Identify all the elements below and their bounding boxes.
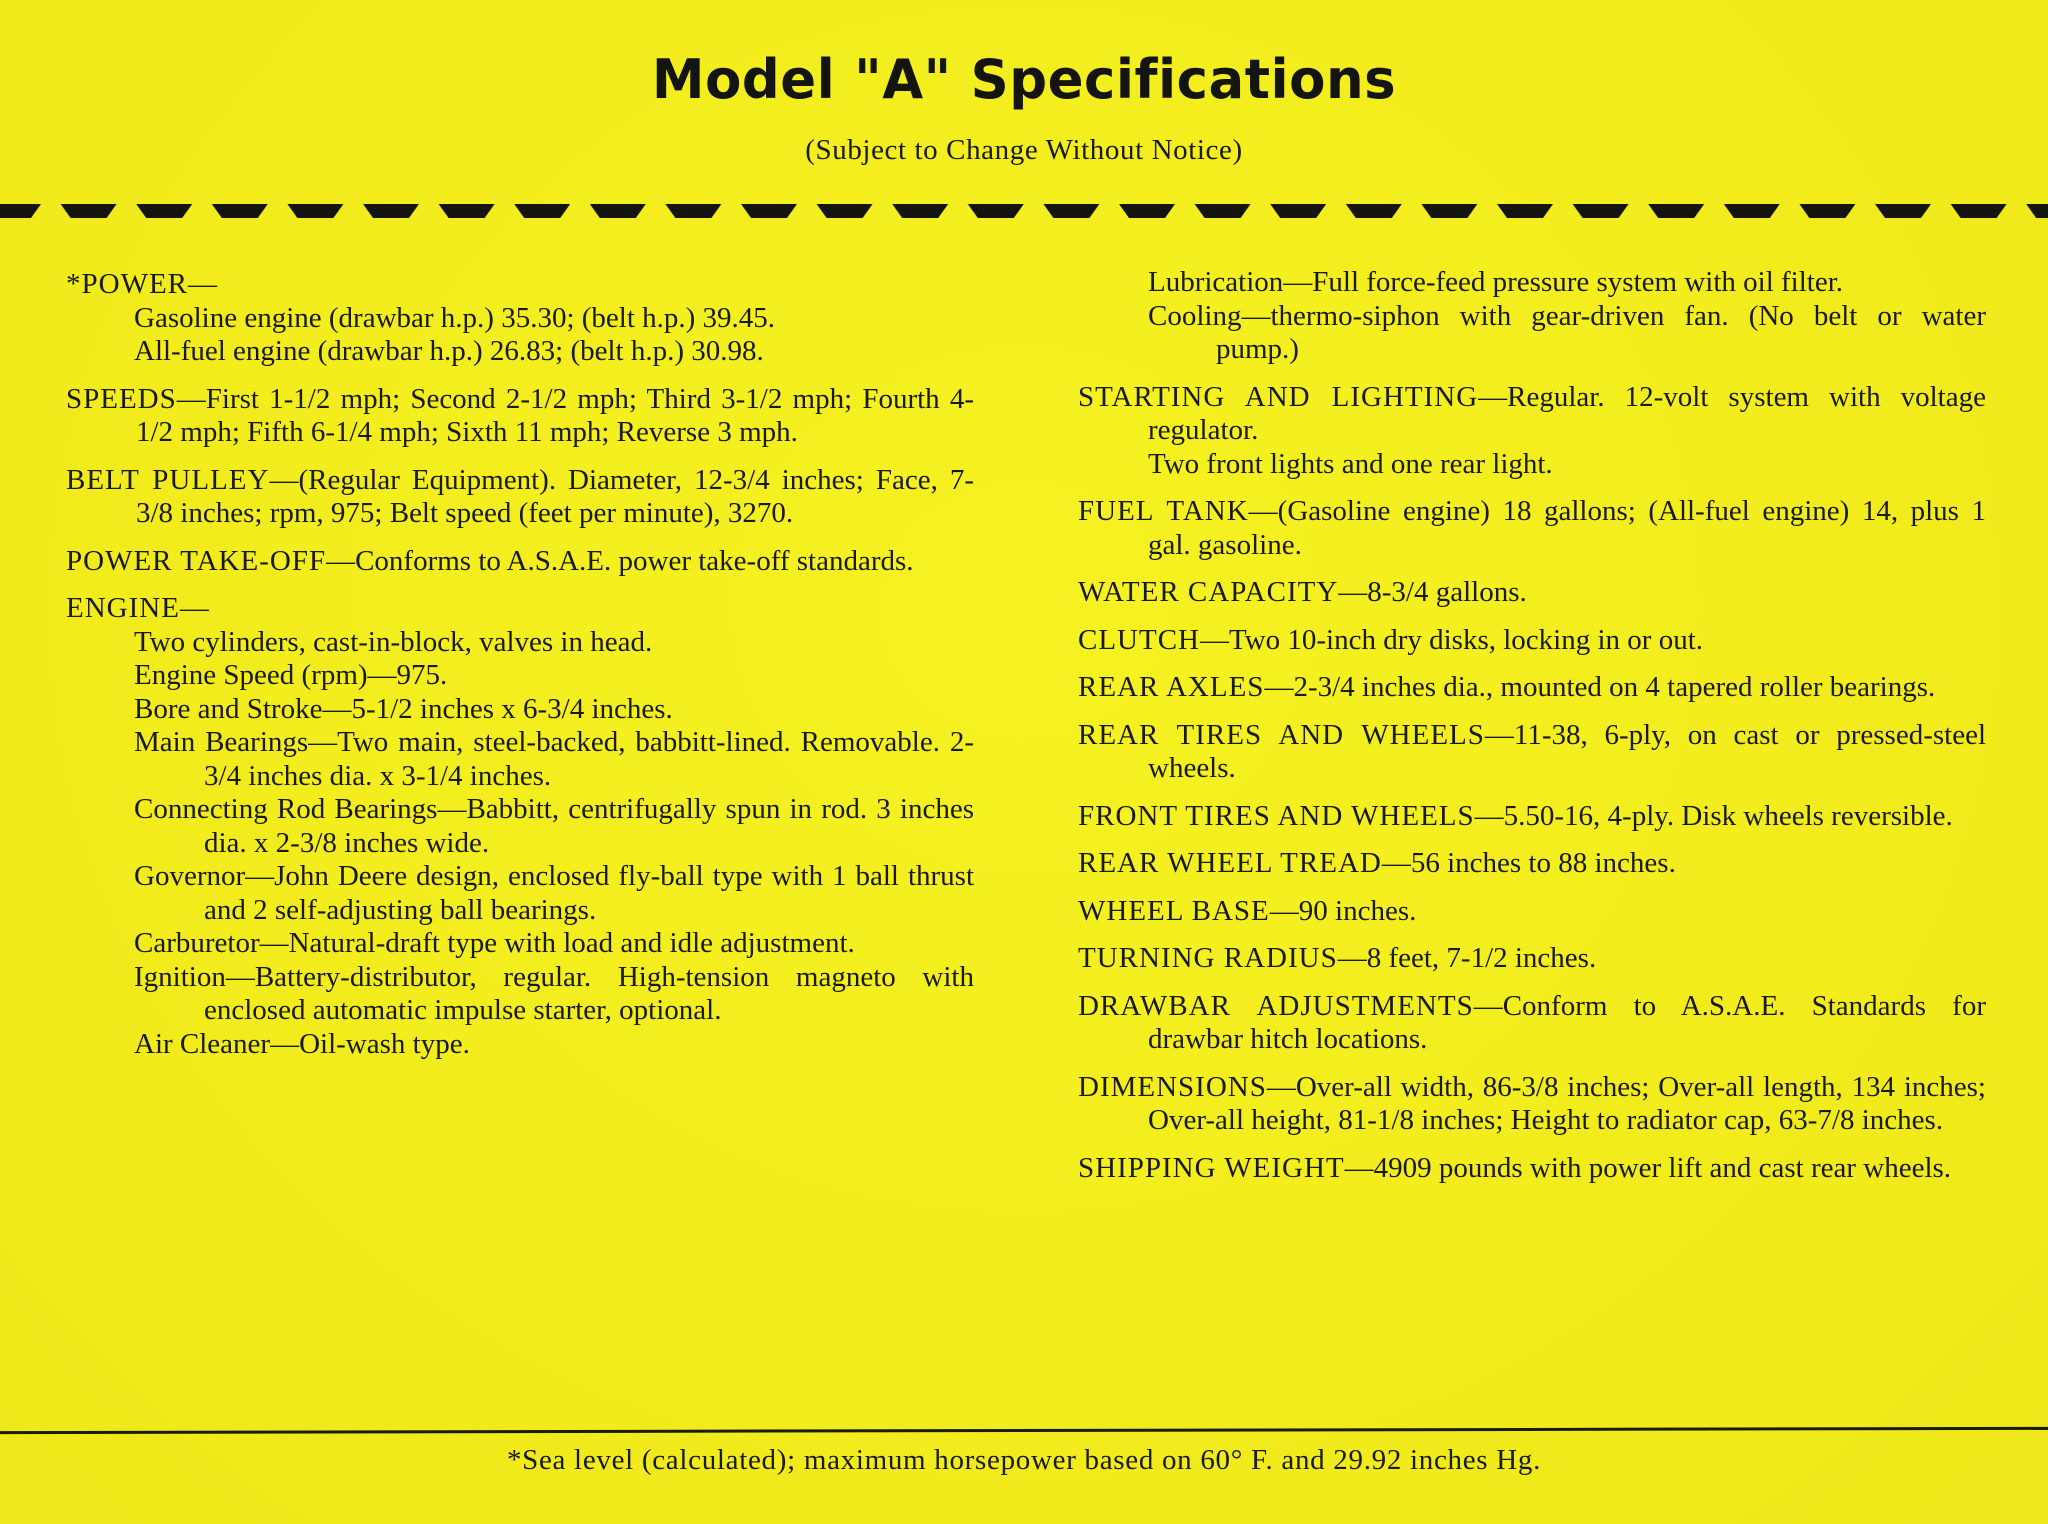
- spec-shipping-weight: [1078, 1152, 1986, 1186]
- spec-belt-pulley-head: BELT PULLEY: [66, 463, 270, 496]
- spec-power-label: *POWER—: [66, 268, 218, 300]
- spec-starting-line: [1078, 381, 1986, 448]
- spec-dimensions-text: —Over-all width, 86-3/8 inches; Over-all length, 134 inches; Over-all height, 81-1/8 inches; Height to radiator cap, 63-7/8 inches.: [1148, 1070, 1986, 1136]
- page-subtitle: (Subject to Change Without Notice): [805, 134, 1243, 166]
- spec-turning-text: —8 feet, 7-1/2 inches.: [1337, 942, 1597, 974]
- spec-rear-tires-head: REAR TIRES AND WHEELS: [1078, 718, 1485, 751]
- spec-front-tires-text: —5.50-16, 4-ply. Disk wheels reversible.: [1474, 799, 1953, 832]
- spec-engine-governor: Governor—John Deere design, enclosed fly-ball type with 1 ball thrust and 2 self-adjusting ball bearings.: [134, 860, 974, 926]
- spec-engine-lubrication: Lubrication—Full force-feed pressure system with oil filter.: [1148, 266, 1844, 298]
- spec-fuel-tank: [1078, 495, 1986, 562]
- spec-clutch: [1078, 624, 1986, 658]
- spec-rear-axles-head: REAR AXLES: [1078, 671, 1265, 703]
- spec-rear-axles: [1078, 671, 1986, 705]
- spec-speeds: [66, 383, 974, 450]
- spec-tread-head: REAR WHEEL TREAD: [1078, 847, 1382, 879]
- spec-engine-cooling: Cooling—thermo-siphon with gear-driven fan. (No belt or water pump.): [1148, 299, 1986, 365]
- spec-dimensions: [1078, 1071, 1986, 1138]
- spec-weight-text: —4909 pounds with power lift and cast rear wheels.: [1344, 1151, 1952, 1184]
- spec-wheel-base-head: WHEEL BASE: [1078, 894, 1270, 927]
- spec-starting-lighting: [1078, 381, 1986, 482]
- spec-drawbar-head: DRAWBAR ADJUSTMENTS: [1078, 989, 1474, 1022]
- spec-tread-text: —56 inches to 88 inches.: [1381, 847, 1676, 879]
- spec-drawbar-adjustments: [1078, 990, 1986, 1057]
- spec-engine-rod-bearings: Connecting Rod Bearings—Babbitt, centrifugally spun in rod. 3 inches dia. x 2-3/8 inches wide.: [134, 793, 974, 859]
- spec-power: [66, 268, 974, 369]
- spec-weight-head: SHIPPING WEIGHT: [1078, 1151, 1345, 1184]
- spec-speeds-head: SPEEDS: [66, 382, 177, 415]
- spec-engine-cylinders: Two cylinders, cast-in-block, valves in head.: [134, 625, 653, 658]
- specs-left-column: [66, 268, 974, 1075]
- spec-turning-head: TURNING RADIUS: [1078, 942, 1338, 974]
- footnote: *Sea level (calculated); maximum horsepower based on 60° F. and 29.92 inches Hg.: [506, 1444, 1542, 1476]
- spec-belt-pulley-text: —(Regular Equipment). Diameter, 12-3/4 inches; Face, 7-3/8 inches; rpm, 975; Belt speed (feet per minute), 3270.: [136, 463, 974, 529]
- divider-pattern-icon: [0, 200, 2048, 222]
- spec-water-text: —8-3/4 gallons.: [1338, 576, 1527, 608]
- spec-power-take-off: [66, 545, 974, 579]
- spec-front-tires: [1078, 800, 1986, 834]
- spec-starting-lights: Two front lights and one rear light.: [1148, 447, 1553, 480]
- spec-drawbar-text: —Conform to A.S.A.E. Standards for drawbar hitch locations.: [1148, 989, 1986, 1055]
- spec-water-capacity: [1078, 576, 1986, 610]
- spec-engine-speed: Engine Speed (rpm)—975.: [134, 659, 448, 691]
- spec-engine-main-bearings: Main Bearings—Two main, steel-backed, babbitt-lined. Removable. 2-3/4 inches dia. x 3-1/4 inches.: [134, 726, 974, 792]
- spec-fuel-tank-head: FUEL TANK: [1078, 495, 1249, 527]
- spec-clutch-head: CLUTCH: [1078, 623, 1200, 656]
- specs-right-column: [1078, 266, 1986, 1199]
- trapezoid-divider: [0, 200, 2048, 222]
- spec-rear-wheel-tread: [1078, 847, 1986, 881]
- spec-engine-carburetor: Carburetor—Natural-draft type with load and idle adjustment.: [134, 927, 855, 959]
- spec-starting-head: STARTING AND LIGHTING: [1078, 380, 1479, 413]
- spec-engine-continued: [1078, 266, 1986, 367]
- spec-engine-bore-stroke: Bore and Stroke—5-1/2 inches x 6-3/4 inches.: [134, 692, 673, 725]
- spec-engine-label: ENGINE—: [66, 592, 210, 624]
- spec-fuel-tank-text: —(Gasoline engine) 18 gallons; (All-fuel engine) 14, plus 1 gal. gasoline.: [1148, 495, 1987, 561]
- spec-belt-pulley: [66, 464, 974, 531]
- spec-front-tires-head: FRONT TIRES AND WHEELS: [1078, 799, 1475, 832]
- spec-water-head: WATER CAPACITY: [1078, 576, 1339, 608]
- spec-rear-tires: [1078, 719, 1986, 786]
- spec-starting-text: —Regular. 12-volt system with voltage regulator.: [1148, 380, 1986, 446]
- page-title: Model "A" Specifications: [651, 48, 1397, 111]
- spec-turning-radius: [1078, 942, 1986, 976]
- spec-wheel-base-text: —90 inches.: [1269, 894, 1417, 927]
- spec-clutch-text: —Two 10-inch dry disks, locking in or out.: [1200, 623, 1704, 656]
- spec-rear-axles-text: —2-3/4 inches dia., mounted on 4 tapered roller bearings.: [1264, 671, 1936, 703]
- spec-dimensions-head: DIMENSIONS: [1078, 1070, 1267, 1103]
- spec-engine-ignition: Ignition—Battery-distributor, regular. High-tension magneto with enclosed automatic impulse starter, optional.: [134, 960, 974, 1026]
- spec-rear-tires-text: —11-38, 6-ply, on cast or pressed-steel wheels.: [1148, 718, 1986, 784]
- spec-pto-head: POWER TAKE-OFF: [66, 544, 327, 577]
- spec-power-gasoline: Gasoline engine (drawbar h.p.) 35.30; (belt h.p.) 39.45.: [134, 301, 776, 334]
- spec-speeds-text: —First 1-1/2 mph; Second 2-1/2 mph; Third 3-1/2 mph; Fourth 4-1/2 mph; Fifth 6-1/4 mph; Sixth 11 mph; Reverse 3 mph.: [136, 382, 974, 448]
- spec-engine: [66, 592, 974, 1061]
- spec-engine-air-cleaner: Air Cleaner—Oil-wash type.: [134, 1027, 470, 1060]
- spec-pto-text: —Conforms to A.S.A.E. power take-off standards.: [326, 544, 914, 577]
- spec-power-allfuel: All-fuel engine (drawbar h.p.) 26.83; (belt h.p.) 30.98.: [134, 335, 764, 367]
- spec-wheel-base: [1078, 895, 1986, 929]
